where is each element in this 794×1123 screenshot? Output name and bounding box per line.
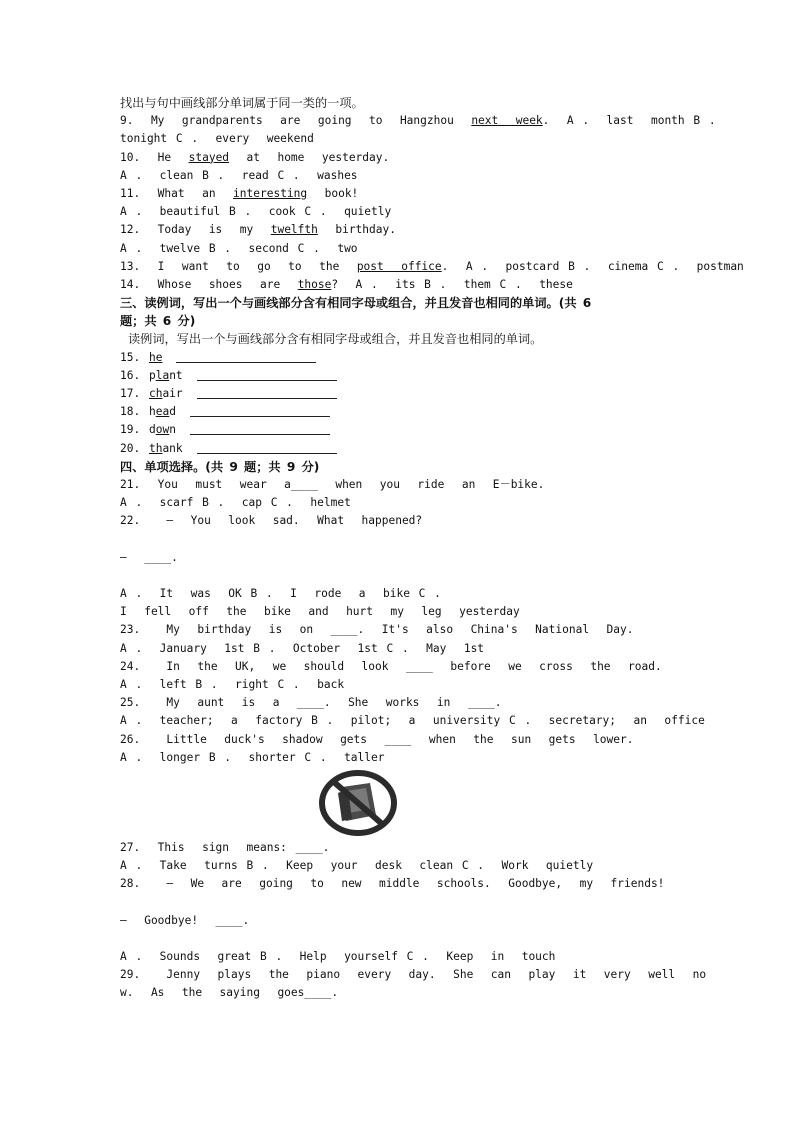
underlined-phrase: next week	[471, 114, 543, 128]
underlined-letters: ch	[148, 387, 163, 400]
underlined-phrase: post office	[356, 259, 442, 273]
question-28-options: A . Sounds great B . Help yourself C . Keep in touch	[120, 950, 556, 964]
question-25: 25. My aunt is a ____. She works in ____.	[120, 696, 502, 710]
underlined-letters: he	[148, 350, 163, 364]
phonics-item-18: 18. head	[120, 403, 690, 421]
spacer	[120, 567, 690, 585]
question-24: 24. In the UK, we should look ____ before we cross the road.	[120, 659, 662, 673]
question-10: 10. He stayed at home yesterday.	[120, 150, 390, 164]
underlined-letters: ow	[155, 423, 170, 437]
question-22-options-cont: I fell off the bike and hurt my leg yesterday	[120, 605, 520, 619]
question-26: 26. Little duck's shadow gets ____ when the sun gets lower.	[120, 732, 634, 746]
question-21: 21. You must wear a____ when you ride an E－bike.	[120, 477, 545, 491]
question-29: 29. Jenny plays the piano every day. She can play it very well no	[120, 968, 707, 982]
section-three-instruction: 读例词，写出一个与画线部分含有相同字母或组合，并且发音也相同的单词。	[128, 332, 543, 347]
sign-figure	[120, 767, 690, 839]
no-books-sign-icon	[318, 769, 398, 837]
spacer	[120, 531, 690, 549]
question-25-options: A . teacher; a factory B . pilot; a university C . secretary; an office	[120, 714, 705, 728]
question-28: 28. — We are going to new middle schools. Goodbye, my friends!	[120, 877, 665, 891]
phonics-item-15: 15. he	[120, 349, 690, 367]
answer-blank[interactable]	[190, 403, 330, 417]
question-22-options: A . It was OK B . I rode a bike C .	[120, 587, 441, 601]
underlined-word: stayed	[188, 150, 230, 164]
question-29-cont: w. As the saying goes____.	[120, 986, 339, 1000]
underlined-letters: ea	[155, 405, 170, 419]
answer-blank[interactable]	[197, 367, 337, 381]
question-11-options: A . beautiful B . cook C . quietly	[120, 205, 392, 219]
underlined-letters: th	[148, 441, 163, 455]
question-13: 13. I want to go to the post office. A . postcard B . cinema C . postman	[120, 259, 744, 273]
phonics-item-17: 17. chair	[120, 385, 690, 403]
question-27: 27. This sign means: ____.	[120, 840, 330, 854]
question-10-options: A . clean B . read C . washes	[120, 168, 358, 182]
question-28-reply: — Goodbye! ____.	[120, 913, 250, 927]
question-14: 14. Whose shoes are those? A . its B . them C . these	[120, 277, 573, 291]
question-9: 9. My grandparents are going to Hangzhou next week. A . last month B .	[120, 114, 716, 128]
underlined-word: those	[297, 277, 332, 291]
section-two-instruction: 找出与句中画线部分单词属于同一类的一项。	[120, 96, 364, 110]
answer-blank[interactable]	[197, 385, 337, 399]
question-22-reply: — ____.	[120, 550, 178, 564]
section-three-heading: 三、读例词，写出一个与画线部分含有相同字母或组合，并且发音也相同的单词。(共 6	[120, 296, 592, 311]
underlined-word: twelfth	[270, 223, 318, 237]
section-three-heading-cont: 题；共 6 分)	[120, 314, 196, 329]
underlined-word: interesting	[233, 186, 308, 200]
answer-blank[interactable]	[197, 440, 337, 454]
question-23: 23. My birthday is on ____. It's also China's National Day.	[120, 623, 634, 637]
question-21-options: A . scarf B . cap C . helmet	[120, 496, 351, 510]
underlined-letters: la	[155, 368, 170, 382]
question-11: 11. What an interesting book!	[120, 186, 359, 200]
question-23-options: A . January 1st B . October 1st C . May 1st	[120, 641, 485, 655]
question-12: 12. Today is my twelfth birthday.	[120, 223, 396, 237]
question-12-options: A . twelve B . second C . two	[120, 241, 358, 255]
spacer	[120, 894, 690, 912]
phonics-item-19: 19. down	[120, 421, 690, 439]
spacer	[120, 930, 690, 948]
answer-blank[interactable]	[190, 421, 330, 435]
phonics-item-20: 20. thank	[120, 440, 690, 458]
question-26-options: A . longer B . shorter C . taller	[120, 750, 385, 764]
phonics-item-16: 16. plant	[120, 367, 690, 385]
question-9-options: tonight C . every weekend	[120, 132, 314, 146]
answer-blank[interactable]	[176, 349, 316, 363]
section-four-heading: 四、单项选择。(共 9 题；共 9 分)	[120, 459, 320, 474]
question-24-options: A . left B . right C . back	[120, 678, 345, 691]
question-22: 22. — You look sad. What happened?	[120, 514, 423, 528]
worksheet-page	[120, 94, 744, 1003]
question-27-options: A . Take turns B . Keep your desk clean C . Work quietly	[120, 859, 594, 873]
